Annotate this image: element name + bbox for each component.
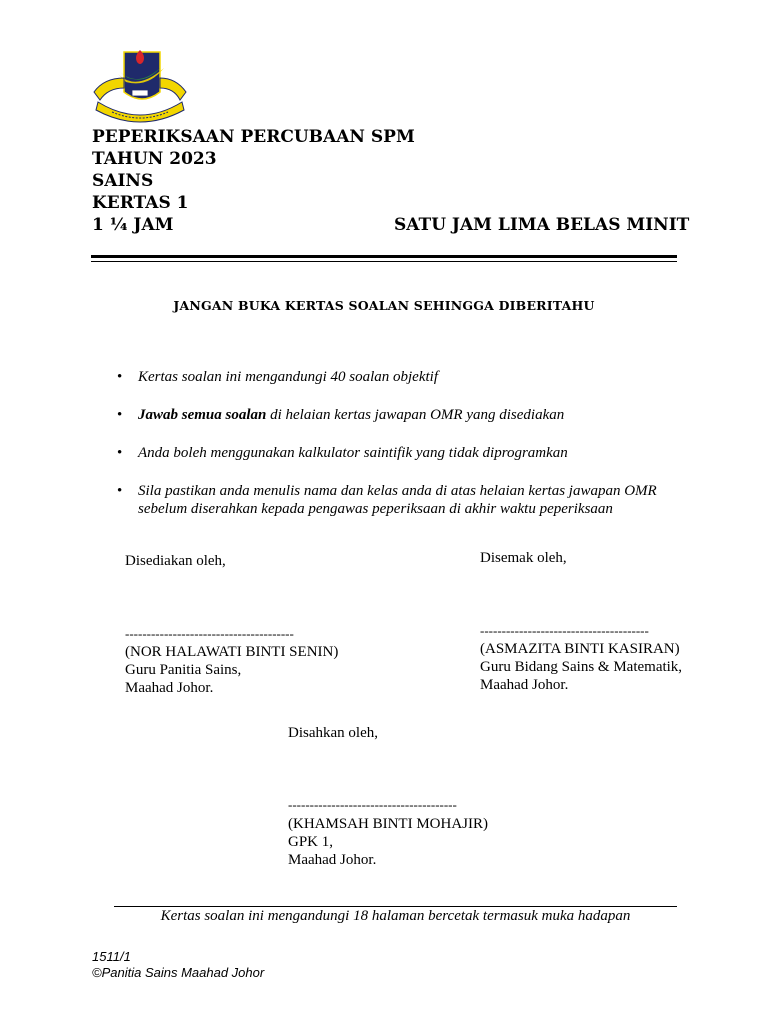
school-crest-logo (90, 48, 190, 124)
prepared-by-signature-line: --------------------------------------- (125, 626, 294, 641)
checked-by-role: Guru Bidang Sains & Matematik, (480, 659, 683, 675)
instruction-item: • Kertas soalan ini mengandungi 40 soalan objektif (117, 368, 687, 386)
header-divider-thin (91, 261, 677, 262)
exam-subject: SAINS (92, 171, 154, 191)
exam-duration-words: SATU JAM LIMA BELAS MINIT (394, 215, 690, 235)
checked-by-org: Maahad Johor. (480, 677, 569, 693)
approved-by-signature-line: --------------------------------------- (288, 797, 457, 812)
header-divider-thick (91, 255, 677, 258)
footer-divider (114, 906, 677, 907)
instruction-list (117, 368, 687, 538)
instruction-item: • Jawab semua soalan di helaian kertas jawapan OMR yang disediakan (117, 406, 687, 424)
prepared-by-name: (NOR HALAWATI BINTI SENIN) (125, 644, 339, 660)
do-not-open-notice: JANGAN BUKA KERTAS SOALAN SEHINGGA DIBERITAHU (173, 298, 595, 313)
prepared-by-label: Disediakan oleh, (125, 553, 226, 569)
copyright-text: ©Panitia Sains Maahad Johor (92, 965, 265, 980)
approved-by-name: (KHAMSAH BINTI MOHAJIR) (288, 816, 488, 832)
instruction-emphasis: Jawab semua soalan (138, 407, 267, 423)
checked-by-name: (ASMAZITA BINTI KASIRAN) (480, 641, 680, 657)
prepared-by-org: Maahad Johor. (125, 680, 214, 696)
approved-by-label: Disahkan oleh, (288, 725, 378, 741)
checked-by-signature-line: --------------------------------------- (480, 623, 649, 638)
instruction-item: • Sila pastikan anda menulis nama dan kelas anda di atas helaian kertas jawapan OMR sebelum diserahkan kepada pengawas peperiksaan di akhir waktu peperiksaan (117, 482, 687, 518)
checked-by-label: Disemak oleh, (480, 550, 567, 566)
instruction-item: • Anda boleh menggunakan kalkulator saintifik yang tidak diprogramkan (117, 444, 687, 462)
paper-code: 1511/1 (92, 949, 131, 964)
exam-paper: KERTAS 1 (92, 193, 189, 213)
exam-year: TAHUN 2023 (92, 149, 217, 169)
exam-duration: 1 ¼ JAM (92, 215, 174, 235)
page-count-note: Kertas soalan ini mengandungi 18 halaman bercetak termasuk muka hadapan (160, 908, 631, 924)
approved-by-org: Maahad Johor. (288, 852, 377, 868)
prepared-by-role: Guru Panitia Sains, (125, 662, 242, 678)
exam-title: PEPERIKSAAN PERCUBAAN SPM (92, 127, 415, 147)
approved-by-role: GPK 1, (288, 834, 334, 850)
